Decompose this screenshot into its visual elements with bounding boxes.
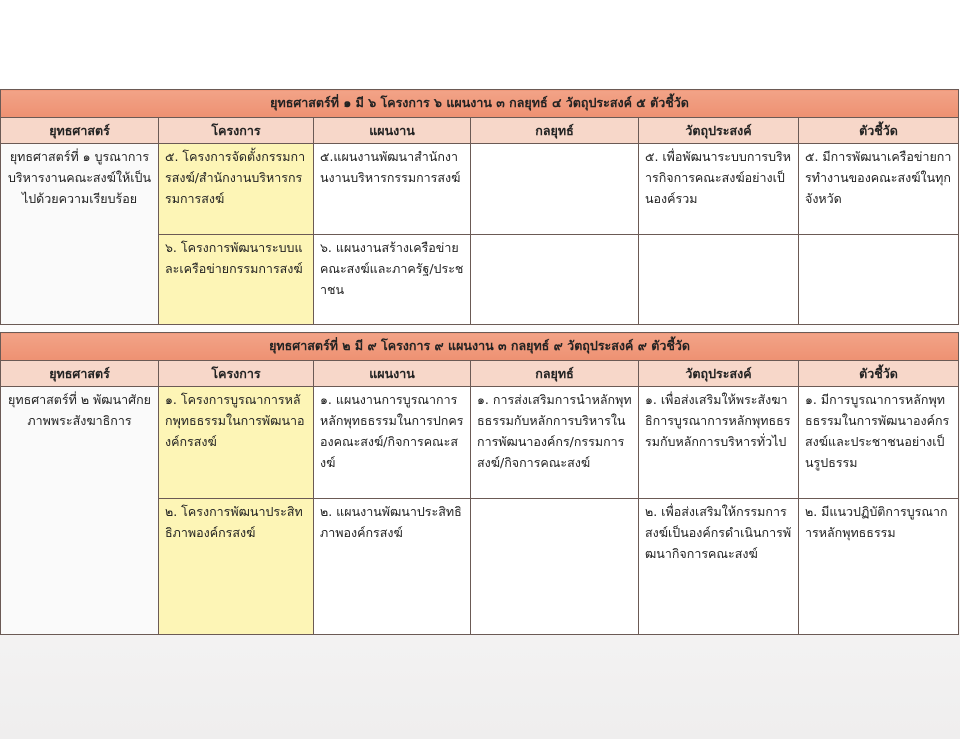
strategy-1-table (0, 89, 959, 325)
header-strategy: ยุทธศาสตร์ (1, 361, 159, 387)
tactic-cell (471, 144, 639, 235)
indicator-cell: ๒. มีแนวปฏิบัติการบูรณาการหลักพุทธธรรม (799, 499, 959, 635)
page-top-margin (0, 0, 960, 88)
table-row (1, 387, 959, 499)
header-strategy: ยุทธศาสตร์ (1, 118, 159, 144)
tactic-cell (471, 235, 639, 325)
indicator-cell: ๑. มีการบูรณาการหลักพุทธธรรมในการพัฒนาองค์กรสงฆ์และประชาชนอย่างเป็นรูปธรรม (799, 387, 959, 499)
project-cell: ๒. โครงการพัฒนาประสิทธิภาพองค์กรสงฆ์ (159, 499, 314, 635)
table-row (1, 144, 959, 235)
strategy-2-banner-row (1, 333, 959, 361)
header-plan: แผนงาน (314, 118, 471, 144)
plan-cell: ๖. แผนงานสร้างเครือข่ายคณะสงฆ์และภาครัฐ/ประชาชน (314, 235, 471, 325)
header-plan: แผนงาน (314, 361, 471, 387)
objective-cell (639, 235, 799, 325)
indicator-cell (799, 235, 959, 325)
objective-cell: ๑. เพื่อส่งเสริมให้พระสังฆาธิการบูรณาการหลักพุทธธรรมกับหลักการบริหารทั่วไป (639, 387, 799, 499)
header-tactic: กลยุทธ์ (471, 361, 639, 387)
header-project: โครงการ (159, 118, 314, 144)
plan-cell: ๒. แผนงานพัฒนาประสิทธิภาพองค์กรสงฆ์ (314, 499, 471, 635)
strategy-1-header-row (1, 118, 959, 144)
strategy-1-name: ยุทธศาสตร์ที่ ๑ บูรณาการบริหารงานคณะสงฆ์ให้เป็นไปด้วยความเรียบร้อย (1, 144, 159, 325)
header-project: โครงการ (159, 361, 314, 387)
plan-cell: ๑. แผนงานการบูรณาการหลักพุทธธรรมในการปกครองคณะสงฆ์/กิจการคณะสงฆ์ (314, 387, 471, 499)
indicator-cell: ๕. มีการพัฒนาเครือข่ายการทำงานของคณะสงฆ์ในทุกจังหวัด (799, 144, 959, 235)
plan-cell: ๕.แผนงานพัฒนาสำนักงานงานบริหารกรรมการสงฆ์ (314, 144, 471, 235)
strategy-1-banner-row (1, 90, 959, 118)
project-cell: ๑. โครงการบูรณาการหลักพุทธธรรมในการพัฒนาองค์กรสงฆ์ (159, 387, 314, 499)
tactic-cell: ๑. การส่งเสริมการนำหลักพุทธธรรมกับหลักการบริหารในการพัฒนาองค์กร/กรรมการสงฆ์/กิจการคณะสงฆ์ (471, 387, 639, 499)
objective-cell: ๕. เพื่อพัฒนาระบบการบริหารกิจการคณะสงฆ์อย่างเป็นองค์รวม (639, 144, 799, 235)
header-objective: วัตถุประสงค์ (639, 361, 799, 387)
header-indicator: ตัวชี้วัด (799, 361, 959, 387)
project-cell: ๕. โครงการจัดตั้งกรรมการสงฆ์/สำนักงานบริหารกรรมการสงฆ์ (159, 144, 314, 235)
strategy-2-header-row (1, 361, 959, 387)
objective-cell: ๒. เพื่อส่งเสริมให้กรรมการสงฆ์เป็นองค์กรดำเนินการพัฒนากิจการคณะสงฆ์ (639, 499, 799, 635)
header-indicator: ตัวชี้วัด (799, 118, 959, 144)
tactic-cell (471, 499, 639, 635)
project-cell: ๖. โครงการพัฒนาระบบและเครือข่ายกรรมการสงฆ์ (159, 235, 314, 325)
strategy-2-banner: ยุทธศาสตร์ที่ ๒ มี ๙ โครงการ ๙ แผนงาน ๓ กลยุทธ์ ๙ วัตถุประสงค์ ๙ ตัวชี้วัด (1, 333, 959, 361)
strategy-2-name: ยุทธศาสตร์ที่ ๒ พัฒนาศักยภาพพระสังฆาธิการ (1, 387, 159, 635)
strategy-2-table (0, 332, 959, 635)
header-tactic: กลยุทธ์ (471, 118, 639, 144)
header-objective: วัตถุประสงค์ (639, 118, 799, 144)
strategy-1-banner: ยุทธศาสตร์ที่ ๑ มี ๖ โครงการ ๖ แผนงาน ๓ กลยุทธ์ ๔ วัตถุประสงค์ ๕ ตัวชี้วัด (1, 90, 959, 118)
